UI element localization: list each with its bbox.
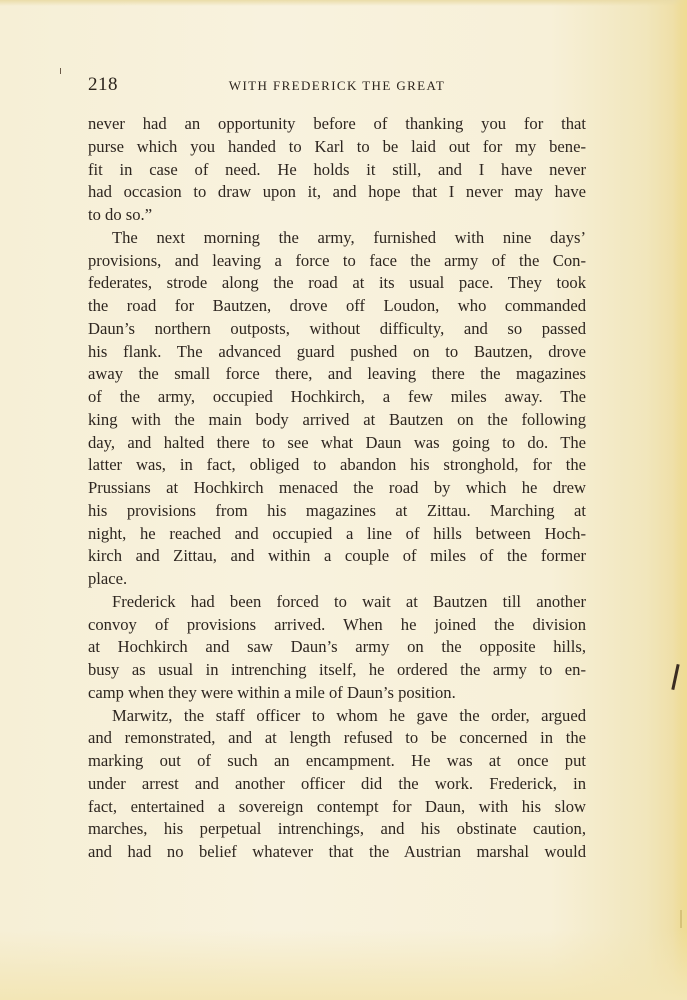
paragraph-start-line: Frederick had been forced to wait at Bautzen till another <box>112 591 586 611</box>
page-right-edge <box>673 0 687 1000</box>
page-number: 218 <box>88 74 118 95</box>
text-line: kirch and Zittau, and within a couple of miles of the former <box>88 546 586 566</box>
text-line: fact, entertained a sovereign contempt for Daun, with his slow <box>88 796 586 816</box>
text-line: and remonstrated, and at length refused to be concerned in the <box>88 728 586 748</box>
text-line: of the army, occupied Hochkirch, a few miles away. The <box>88 387 586 406</box>
text-line: night, he reached and occupied a line of hills between Hoch- <box>88 523 586 543</box>
text-line: marking out of such an encampment. He was at once put <box>88 751 586 770</box>
text-line: to do so.” <box>88 205 153 224</box>
text-line: camp when they were within a mile of Daun’s position. <box>88 682 456 702</box>
text-line: and had no belief whatever that the Austrian marshal would <box>88 842 586 861</box>
text-line: day, and halted there to see what Daun was going to do. The <box>88 432 586 452</box>
text-line: king with the main body arrived at Bautzen on the following <box>88 409 586 429</box>
text-line: his flank. The advanced guard pushed on to Bautzen, drove <box>88 341 586 361</box>
text-line: never had an opportunity before of thanking you for that <box>88 114 586 133</box>
paragraph-start-line: Marwitz, the staff officer to whom he gave the order, argued <box>112 705 586 725</box>
text-line: his provisions from his magazines at Zittau. Marching at <box>88 500 586 520</box>
page-top-edge <box>0 0 687 6</box>
page-header <box>88 74 586 98</box>
text-line: the road for Bautzen, drove off Loudon, who commanded <box>88 296 586 315</box>
margin-speck <box>60 68 61 74</box>
body-text <box>88 113 586 864</box>
text-line: Prussians at Hochkirch menaced the road by which he drew <box>88 478 586 497</box>
paragraph-start-line: The next morning the army, furnished with nine days’ <box>112 227 586 247</box>
text-line: had occasion to draw upon it, and hope that I never may have <box>88 182 586 202</box>
page-bottom-shade <box>0 930 687 1000</box>
text-line: marches, his perpetual intrenchings, and his obstinate caution, <box>88 819 586 839</box>
text-line: provisions, and leaving a force to face the army of the Con- <box>88 250 586 270</box>
margin-speck <box>680 910 682 928</box>
text-line: latter was, in fact, obliged to abandon his stronghold, for the <box>88 455 586 475</box>
text-line: place. <box>88 569 128 588</box>
text-line: convoy of provisions arrived. When he joined the division <box>88 614 586 634</box>
text-line: busy as usual in intrenching itself, he ordered the army to en- <box>88 660 586 679</box>
text-line: away the small force there, and leaving there the magazines <box>88 364 586 384</box>
running-head: WITH FREDERICK THE GREAT <box>228 78 446 93</box>
text-line: fit in case of need. He holds it still, and I have never <box>88 159 586 179</box>
text-line: under arrest and another officer did the work. Frederick, in <box>88 773 586 793</box>
text-line: at Hochkirch and saw Daun’s army on the opposite hills, <box>88 637 586 657</box>
text-line: Daun’s northern outposts, without difficulty, and so passed <box>88 318 586 338</box>
text-line: purse which you handed to Karl to be laid out for my bene- <box>88 136 586 156</box>
text-line: federates, strode along the road at its usual pace. They took <box>88 273 586 293</box>
